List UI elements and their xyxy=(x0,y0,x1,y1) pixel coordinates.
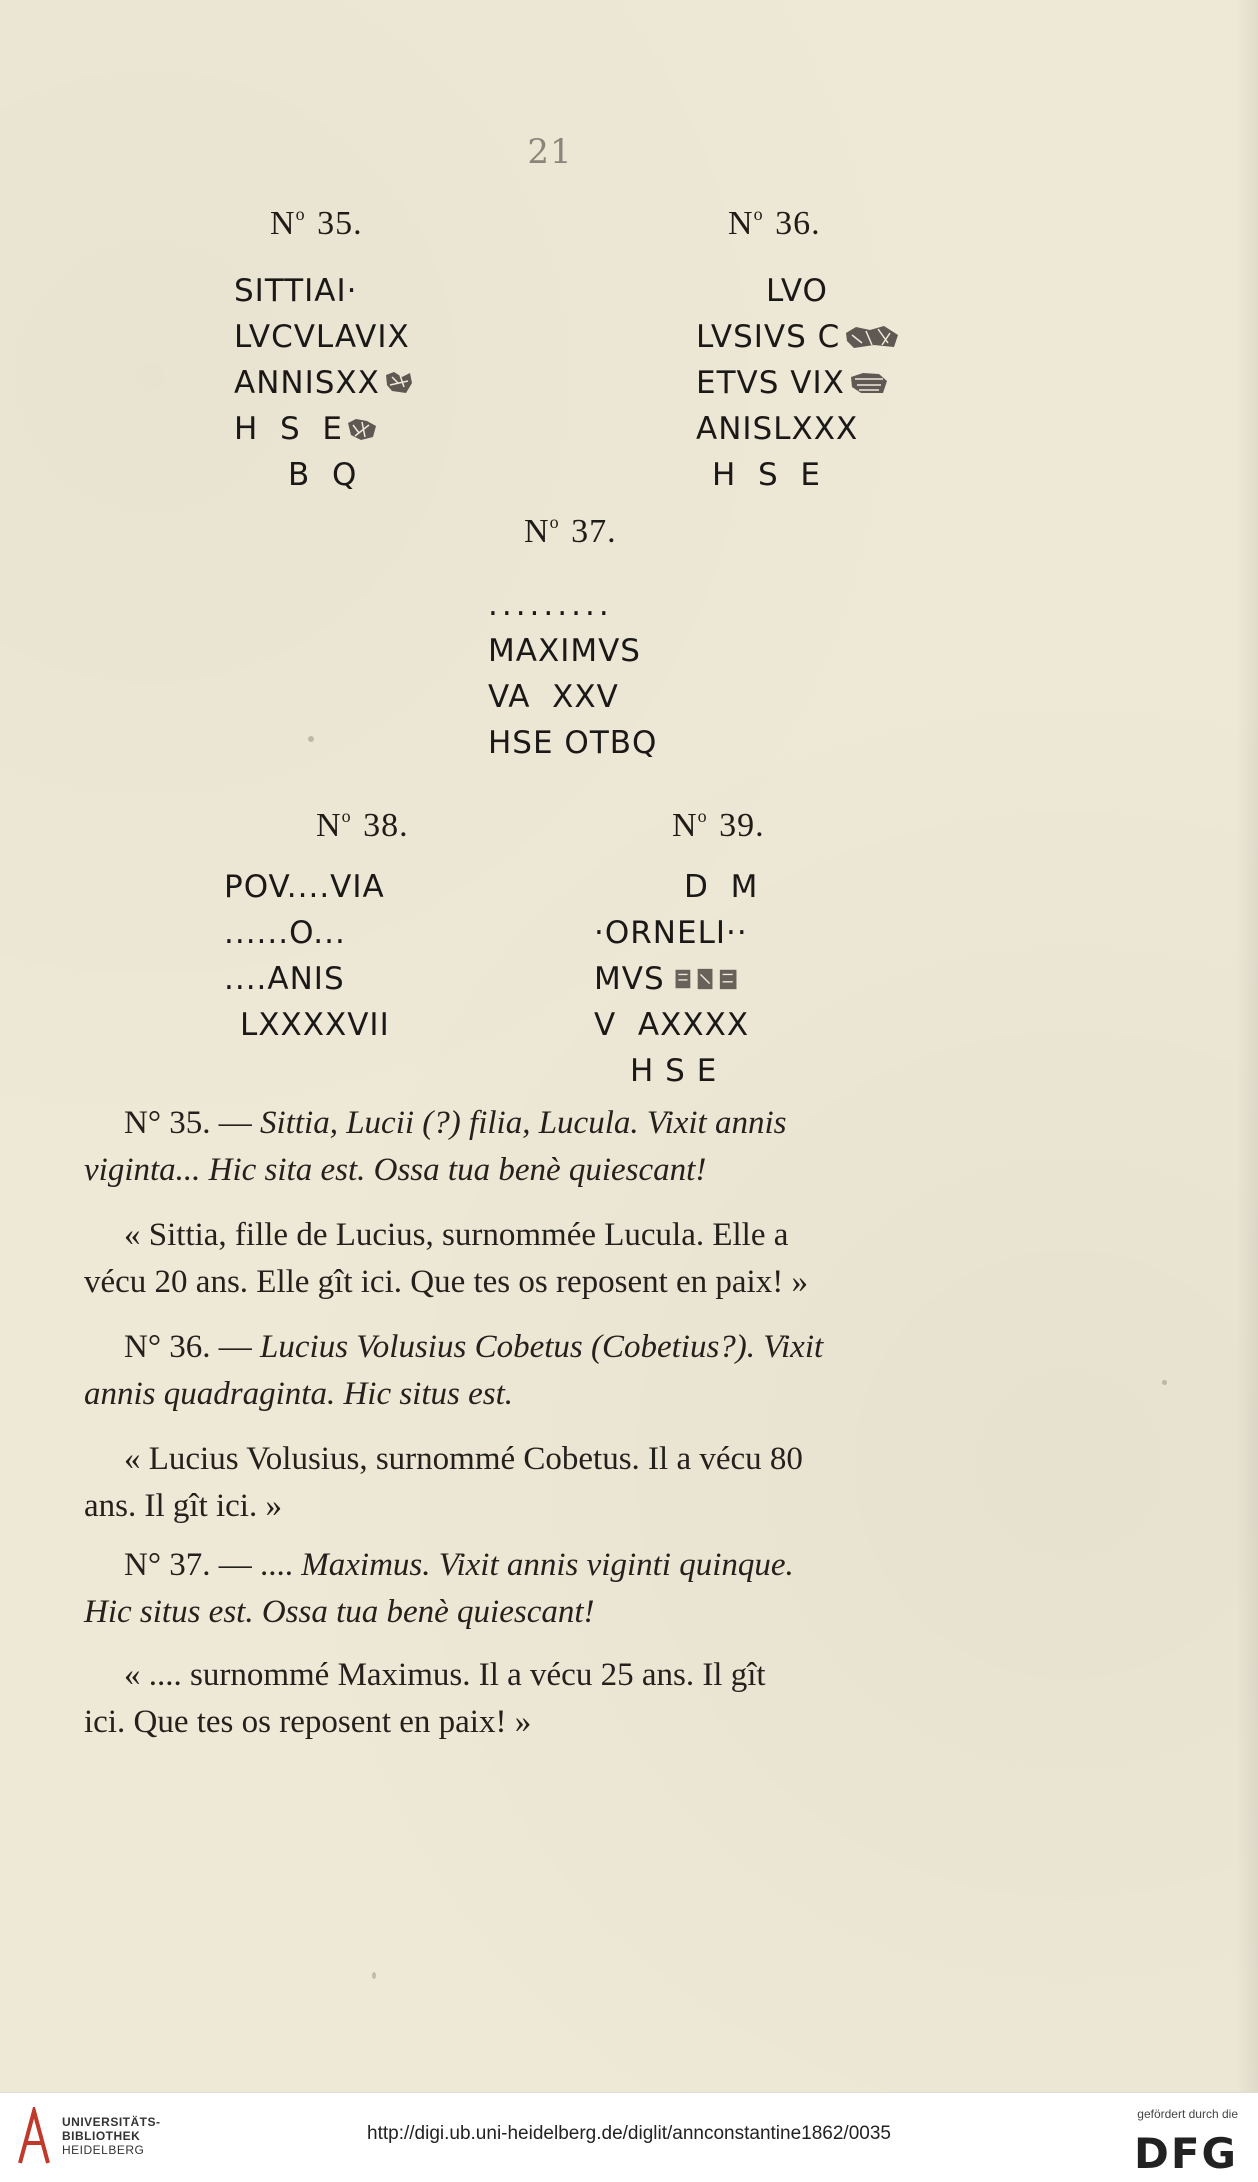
inscription-line: LVCVLAVIX xyxy=(234,319,410,355)
inscription-line: ANISLXXX xyxy=(696,411,859,447)
commentary-36-french: « Lucius Volusius, surnommé Cobetus. Il a vécu 80 ans. Il gît ici. » xyxy=(84,1441,803,1524)
paper-speck xyxy=(1162,1380,1167,1385)
inscription-39 xyxy=(594,864,758,1094)
broken-stone-icon xyxy=(384,371,414,395)
inscription-line: LVO xyxy=(766,273,828,309)
label-no-39: $N^o$ 39. xyxy=(672,806,765,844)
broken-stone-icon xyxy=(844,325,900,349)
paper-speck xyxy=(372,1972,376,1979)
label-no-35: $N^o$ 35. xyxy=(270,204,363,242)
inscription-line: POV....VIA xyxy=(224,869,385,905)
broken-stone-icon xyxy=(669,967,743,991)
inscription-37 xyxy=(488,582,657,766)
inscription-line: B Q xyxy=(288,457,358,493)
inscription-line: H S E xyxy=(234,406,414,452)
page-number: 21 xyxy=(527,132,573,172)
inscription-line: D M xyxy=(684,869,759,905)
commentary-37-french: « .... surnommé Maximus. Il a vécu 25 ans. Il gît ici. Que tes os reposent en paix! » xyxy=(84,1657,766,1740)
dfg-logo: DFG xyxy=(1133,2129,1238,2178)
inscription-line: H S E xyxy=(712,457,821,493)
inscription-line: SITTIAI· xyxy=(234,273,358,309)
inscription-line: LXXXXVII xyxy=(240,1007,390,1043)
inscription-36 xyxy=(696,268,900,498)
inscription-38 xyxy=(224,864,390,1048)
label-no-37: $N^o$ 37. xyxy=(524,512,617,550)
broken-stone-icon xyxy=(849,371,889,395)
inscription-line: H S E xyxy=(630,1053,718,1089)
inscription-line: V AXXXX xyxy=(594,1007,750,1043)
inscription-line: LVSIVS C xyxy=(696,314,900,360)
inscription-line: VA XXV xyxy=(488,679,619,715)
inscription-line: MVS xyxy=(594,956,758,1002)
inscription-line: MAXIMVS xyxy=(488,633,641,669)
commentary-37-latin: N° 37. — .... Maximus. Vixit annis viginti quinque. Hic situs est. Ossa tua benè quiescant! xyxy=(84,1547,794,1630)
inscription-line: HSE OTBQ xyxy=(488,725,658,761)
inscription-line: ETVS VIX xyxy=(696,360,900,406)
inscription-line: ·ORNELI·· xyxy=(594,915,748,951)
footer-bar xyxy=(0,2092,1258,2182)
funding-caption: gefördert durch die xyxy=(1137,2107,1238,2121)
source-url-link[interactable]: http://digi.ub.uni-heidelberg.de/diglit/annconstantine1862/0035 xyxy=(367,2123,891,2144)
inscription-line: ......O... xyxy=(224,915,346,951)
label-no-36: $N^o$ 36. xyxy=(728,204,821,242)
commentary-36-latin: N° 36. — Lucius Volusius Cobetus (Cobetius?). Vixit annis quadraginta. Hic situs est. xyxy=(84,1329,824,1412)
commentary-35-latin: N° 35. — Sittia, Lucii (?) filia, Lucula. Vixit annis viginta... Hic sita est. Ossa tua benè quiescant! xyxy=(84,1105,787,1188)
inscription-line: ......... xyxy=(488,587,613,623)
library-name: UNIVERSITÄTS- BIBLIOTHEK HEIDELBERG xyxy=(62,2115,161,2157)
label-no-38: $N^o$ 38. xyxy=(316,806,409,844)
broken-stone-icon xyxy=(347,417,377,441)
inscription-line: ANNISXX xyxy=(234,360,414,406)
paper-speck xyxy=(308,736,314,742)
commentary-35-french: « Sittia, fille de Lucius, surnommée Lucula. Elle a vécu 20 ans. Elle gît ici. Que tes os reposent en paix! » xyxy=(84,1217,808,1300)
inscription-line: ....ANIS xyxy=(224,961,345,997)
inscription-35 xyxy=(234,268,414,498)
